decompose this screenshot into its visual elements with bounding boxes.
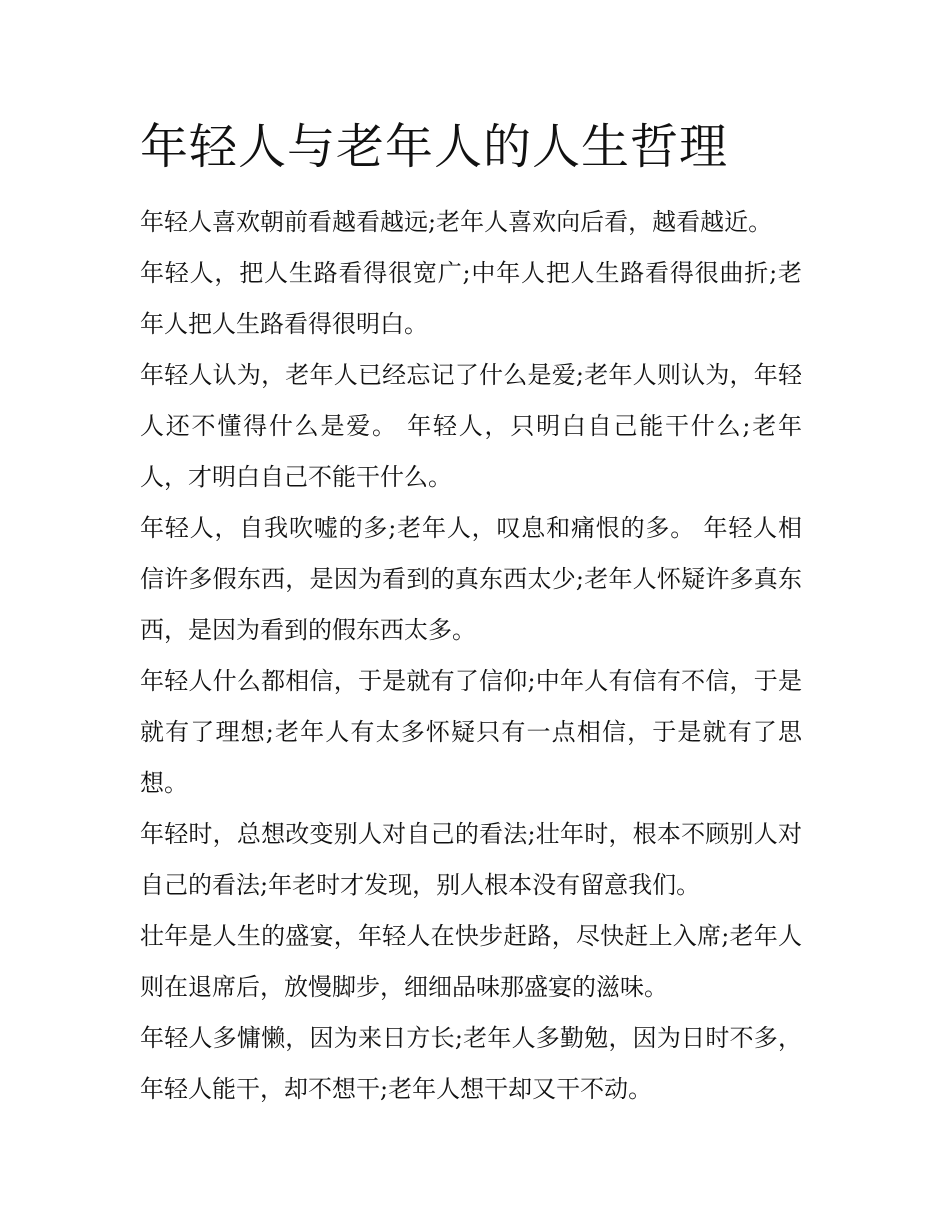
paragraph: 年轻人认为，老年人已经忘记了什么是爱;老年人则认为，年轻人还不懂得什么是爱。 年轻人，只明白自己能干什么;老年人，才明白自己不能干什么。	[140, 361, 802, 491]
paragraph: 年轻人什么都相信，于是就有了信仰;中年人有信有不信，于是就有了理想;老年人有太多怀疑只有一点相信，于是就有了思想。	[140, 667, 802, 797]
document-body	[140, 197, 802, 1115]
page-title: 年轻人与老年人的人生哲理	[140, 119, 729, 175]
paragraph: 年轻人喜欢朝前看越看越远;老年人喜欢向后看，越看越近。	[140, 208, 773, 236]
paragraph: 壮年是人生的盛宴，年轻人在快步赶路，尽快赶上入席;老年人则在退席后，放慢脚步，细细品味那盛宴的滋味。	[140, 922, 802, 1001]
paragraph: 年轻人，自我吹嘘的多;老年人，叹息和痛恨的多。 年轻人相信许多假东西，是因为看到的真东西太少;老年人怀疑许多真东西，是因为看到的假东西太多。	[140, 514, 802, 644]
paragraph: 年轻人多慵懒，因为来日方长;老年人多勤勉，因为日时不多，年轻人能干，却不想干;老年人想干却又干不动。	[140, 1024, 802, 1103]
paragraph: 年轻人，把人生路看得很宽广;中年人把人生路看得很曲折;老年人把人生路看得很明白。	[140, 259, 802, 338]
paragraph: 年轻时，总想改变别人对自己的看法;壮年时，根本不顾别人对自己的看法;年老时才发现，别人根本没有留意我们。	[140, 820, 802, 899]
